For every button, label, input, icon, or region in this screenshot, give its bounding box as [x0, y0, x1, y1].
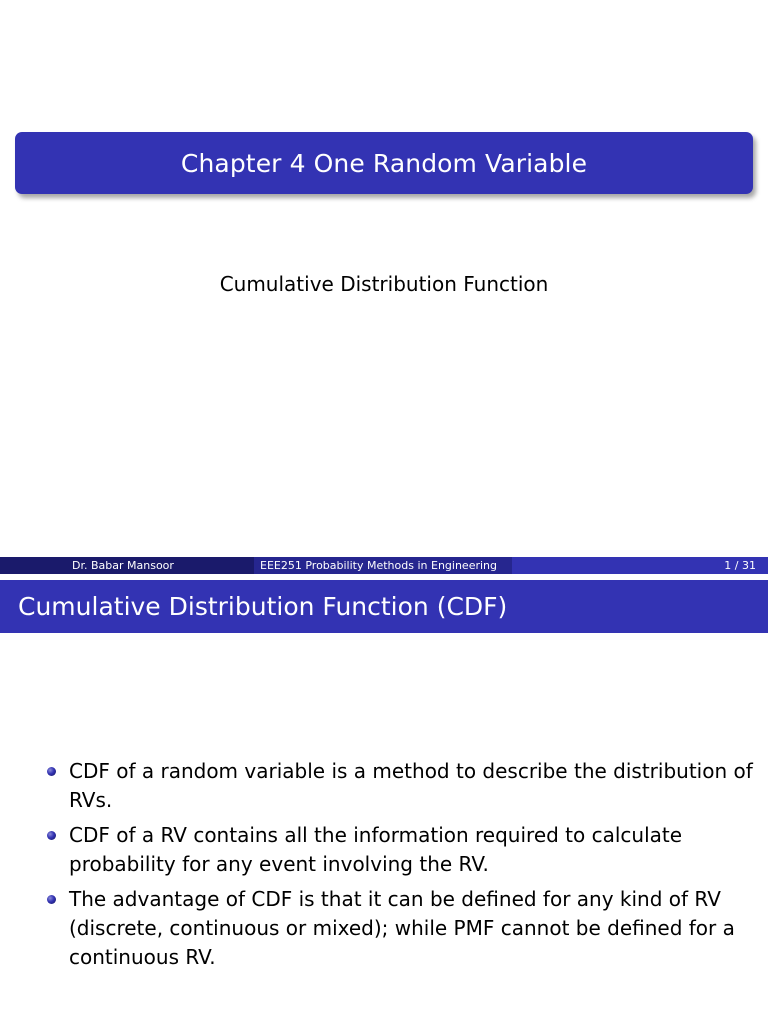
content-slide-header [0, 580, 768, 633]
list-item [44, 885, 754, 972]
footer-page-text: 1 / 31 [724, 559, 756, 572]
list-item [44, 757, 754, 815]
title-box [15, 132, 753, 194]
footer-page-number [512, 557, 768, 574]
slide-subtitle: Cumulative Distribution Function [219, 272, 549, 296]
bullet-list [44, 757, 754, 978]
footer-course-text: EEE251 Probability Methods in Engineering [260, 559, 497, 572]
slide-footer [0, 557, 768, 574]
list-item [44, 821, 754, 879]
slide-title: Chapter 4 One Random Variable [180, 148, 588, 178]
footer-course [254, 557, 512, 574]
bullet-text: CDF of a RV contains all the information required to calculate probability for any event involving the RV. [69, 823, 683, 876]
bullet-icon [47, 767, 56, 776]
bullet-icon [47, 831, 56, 840]
bullet-icon [47, 895, 56, 904]
footer-author [0, 557, 254, 574]
bullet-text: CDF of a random variable is a method to describe the distribution of RVs. [69, 759, 753, 812]
bullet-text: The advantage of CDF is that it can be defined for any kind of RV (discrete, continuous or mixed); while PMF cannot be defined for a continuous RV. [69, 887, 735, 969]
footer-author-text: Dr. Babar Mansoor [72, 559, 174, 572]
content-slide-title: Cumulative Distribution Function (CDF) [18, 592, 508, 621]
